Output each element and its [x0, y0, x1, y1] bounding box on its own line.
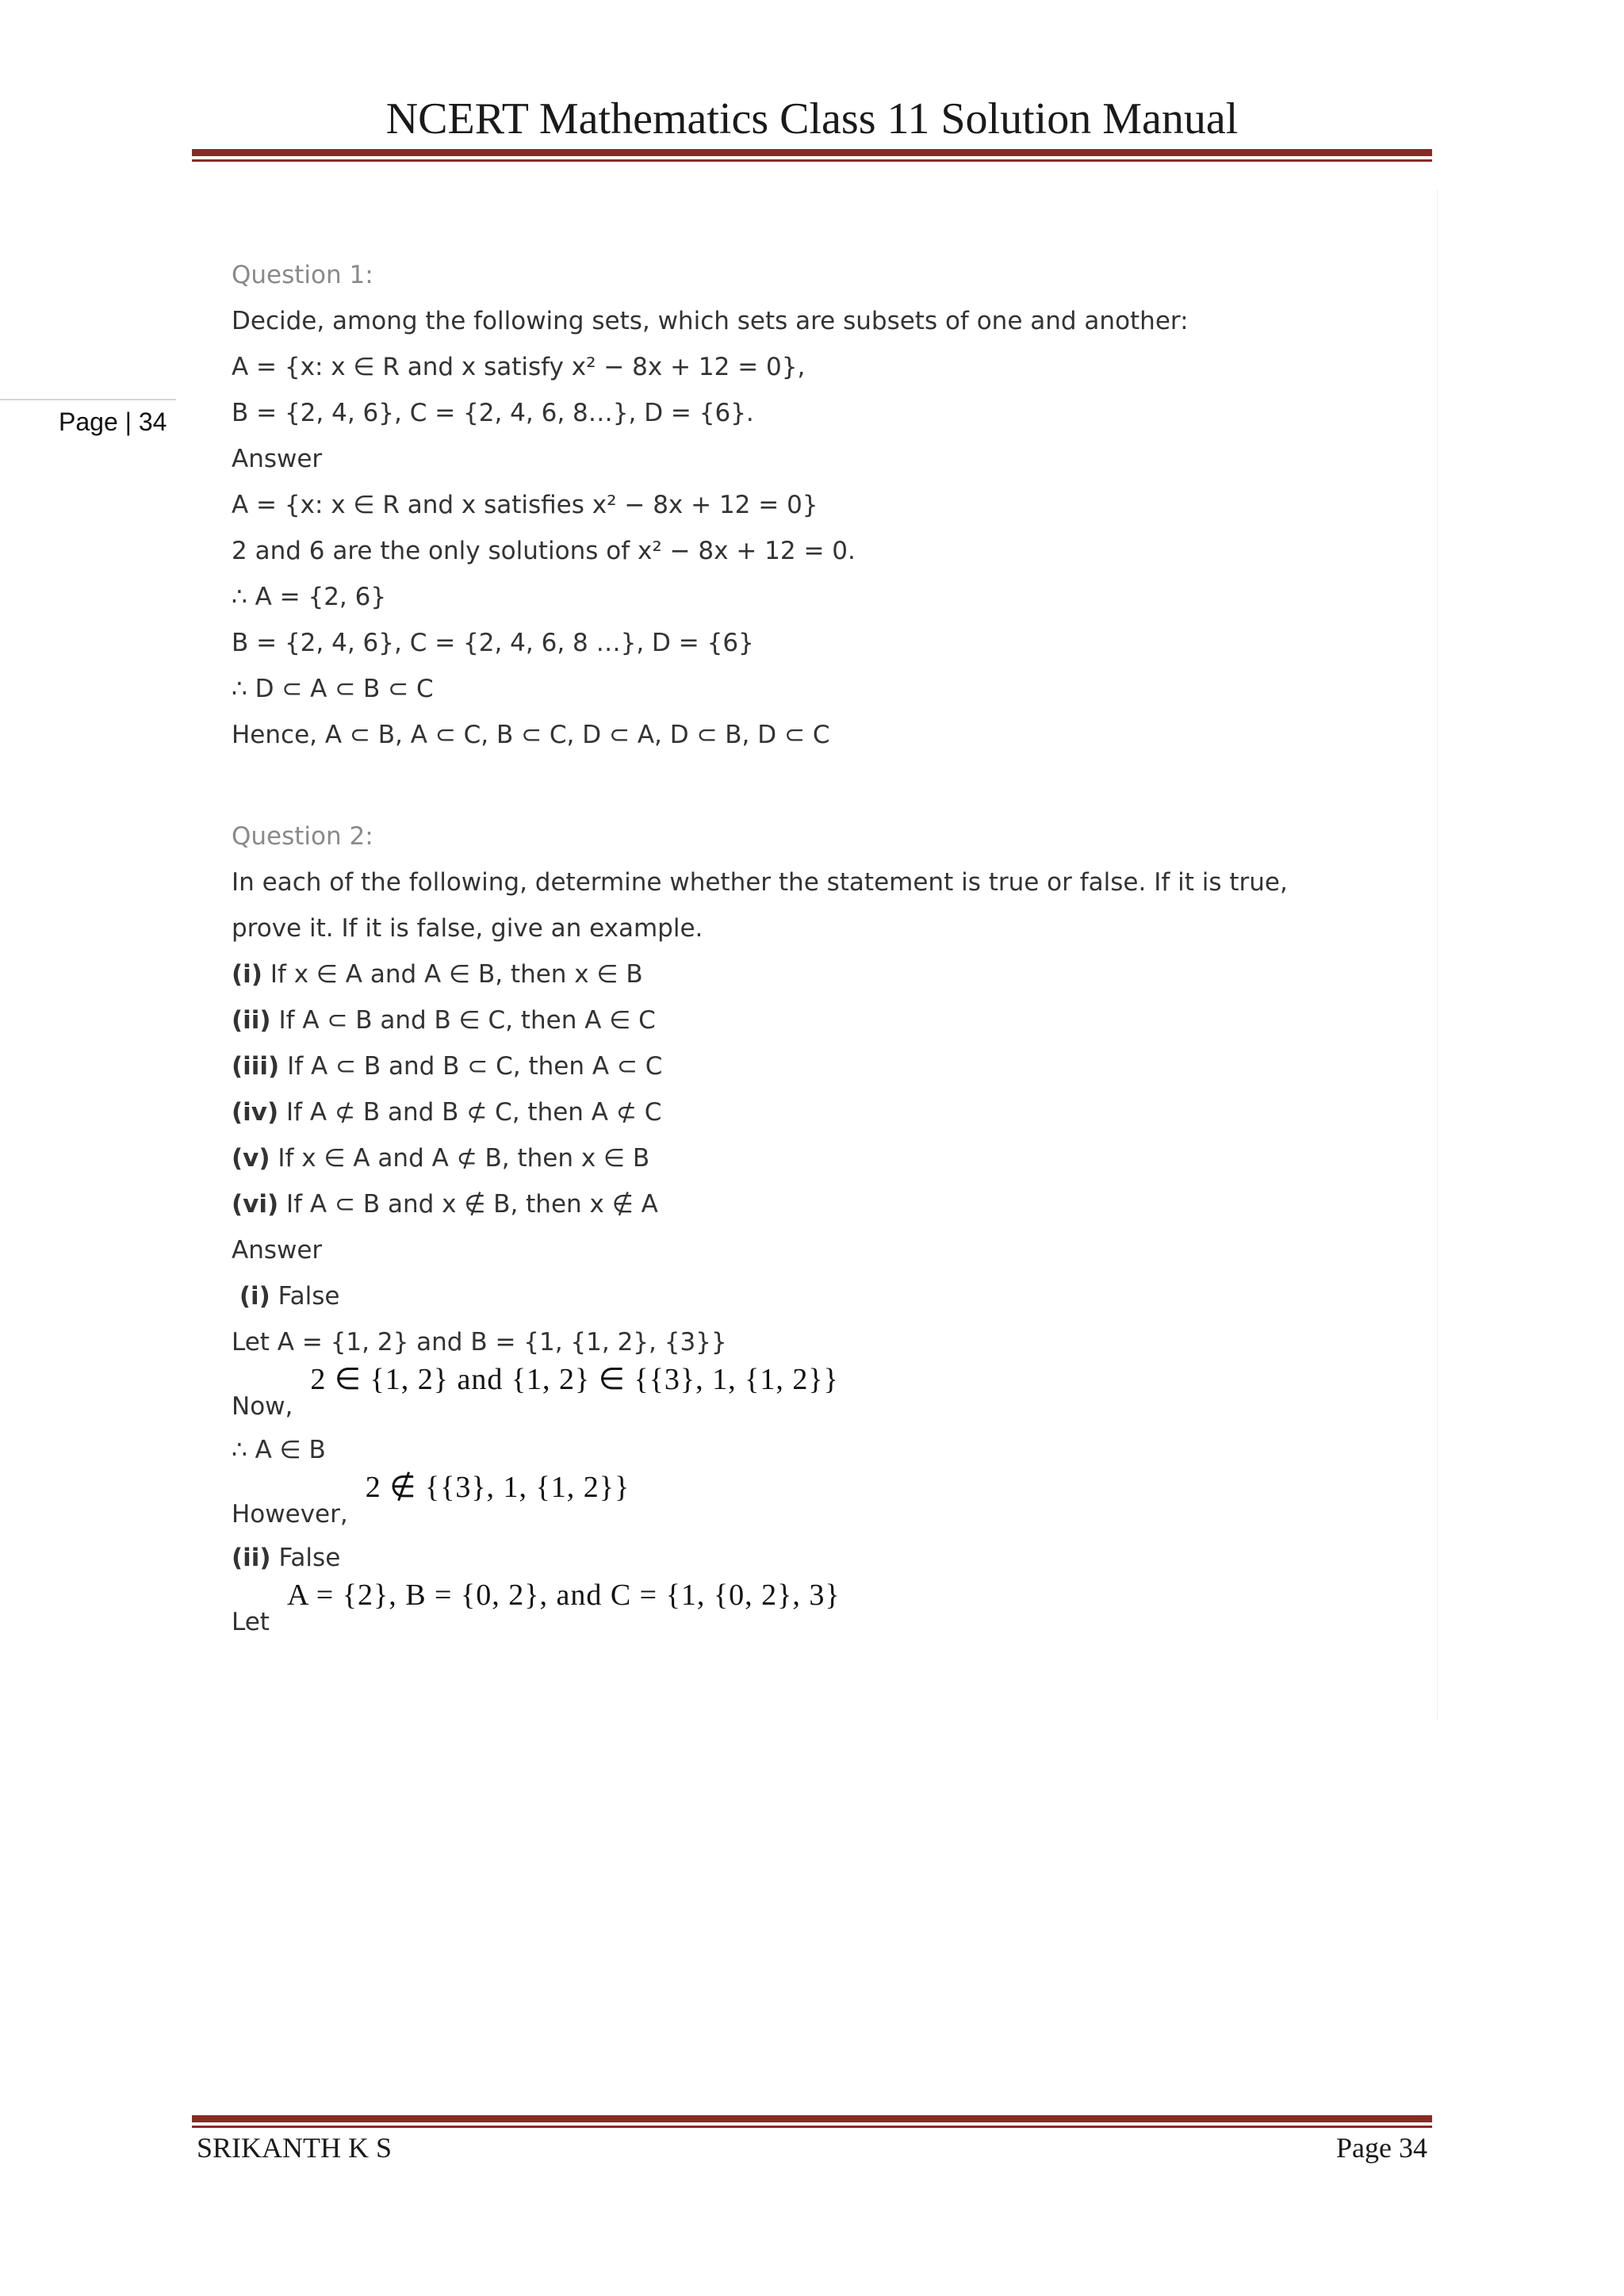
part-number: (iv): [232, 1098, 279, 1127]
answer-1-line: A = {x: x ∈ R and x satisfies x² − 8x + 12 = 0}: [232, 491, 818, 519]
however-label: However,: [232, 1500, 348, 1529]
header-rule: [192, 149, 1432, 162]
question-1-line: B = {2, 4, 6}, C = {2, 4, 6, 8…}, D = {6}.: [232, 399, 754, 427]
question-2-part: [232, 951, 1421, 997]
part-number: (ii): [232, 1544, 271, 1572]
part-number: (v): [232, 1144, 270, 1173]
answer-1-line: 2 and 6 are the only solutions of x² − 8x + 12 = 0.: [232, 537, 856, 565]
footer-page-number: Page 34: [1336, 2132, 1427, 2164]
now-line: [232, 1365, 1421, 1427]
page-header-title: NCERT Mathematics Class 11 Solution Manual: [385, 94, 1239, 144]
part-verdict: False: [270, 1282, 340, 1311]
question-2-heading: Question 2:: [232, 822, 373, 851]
part-text: If x ∈ A and A ⊄ B, then x ∈ B: [270, 1144, 650, 1173]
part-text: If x ∈ A and A ∈ B, then x ∈ B: [262, 960, 643, 989]
answer-1-line: ∴ A = {2, 6}: [232, 583, 387, 611]
footer-author: SRIKANTH K S: [197, 2132, 393, 2164]
answer-label: Answer: [232, 1236, 323, 1265]
now-label: Now,: [232, 1392, 293, 1421]
part-number: (ii): [232, 1006, 271, 1035]
part-text: If A ⊂ B and B ∈ C, then A ∈ C: [270, 1006, 656, 1035]
let-label: Let: [232, 1608, 270, 1636]
question-2-part: [232, 1135, 1421, 1181]
question-2-intro: In each of the following, determine whether the statement is true or false. If it is true,: [232, 868, 1288, 897]
answer-1-line: B = {2, 4, 6}, C = {2, 4, 6, 8 …}, D = {6}: [232, 629, 754, 657]
question-2-part: [232, 1043, 1421, 1089]
part-text: If A ⊄ B and B ⊄ C, then A ⊄ C: [278, 1098, 662, 1127]
part-text: If A ⊂ B and x ∉ B, then x ∉ A: [278, 1190, 658, 1219]
answer-1-line: ∴ D ⊂ A ⊂ B ⊂ C: [232, 675, 434, 703]
answer-label: Answer: [232, 445, 323, 473]
question-2-part: [232, 997, 1421, 1043]
part-number: (i): [232, 960, 262, 989]
answer-1-line: Hence, A ⊂ B, A ⊂ C, B ⊂ C, D ⊂ A, D ⊂ B, D ⊂ C: [232, 721, 830, 749]
question-2-intro: prove it. If it is false, give an example.: [232, 914, 703, 943]
now-equation: 2 ∈ {1, 2} and {1, 2} ∈ {{3}, 1, {1, 2}}: [310, 1363, 839, 1396]
part-number: (i): [239, 1282, 270, 1311]
footer-rule: [192, 2115, 1432, 2128]
answer-part-i: [232, 1273, 1421, 1319]
question-1-heading: Question 1:: [232, 261, 373, 289]
part-verdict: False: [270, 1544, 341, 1572]
however-line: [232, 1473, 1421, 1535]
page-content: [232, 252, 1421, 1643]
answer-2-line: Let A = {1, 2} and B = {1, {1, 2}, {3}}: [232, 1328, 727, 1357]
question-2-part: [232, 1089, 1421, 1135]
answer-part-ii: [232, 1535, 1421, 1581]
question-1-line: A = {x: x ∈ R and x satisfy x² − 8x + 12 = 0},: [232, 353, 806, 381]
let-line: [232, 1578, 1421, 1643]
let-equation: A = {2}, B = {0, 2}, and C = {1, {0, 2}, 3}: [286, 1578, 841, 1612]
section-spacer: [232, 758, 1421, 813]
part-number: (iii): [232, 1052, 280, 1081]
margin-divider: [0, 399, 176, 400]
question-2-part: [232, 1181, 1421, 1227]
margin-page-label: Page | 34: [59, 408, 167, 436]
part-text: If A ⊂ B and B ⊂ C, then A ⊂ C: [279, 1052, 663, 1081]
question-1-line: Decide, among the following sets, which sets are subsets of one and another:: [232, 307, 1189, 335]
answer-2-line: ∴ A ∈ B: [232, 1436, 326, 1464]
content-edge: [1437, 190, 1438, 1720]
part-number: (vi): [232, 1190, 279, 1219]
however-equation: 2 ∉ {{3}, 1, {1, 2}}: [365, 1471, 630, 1504]
